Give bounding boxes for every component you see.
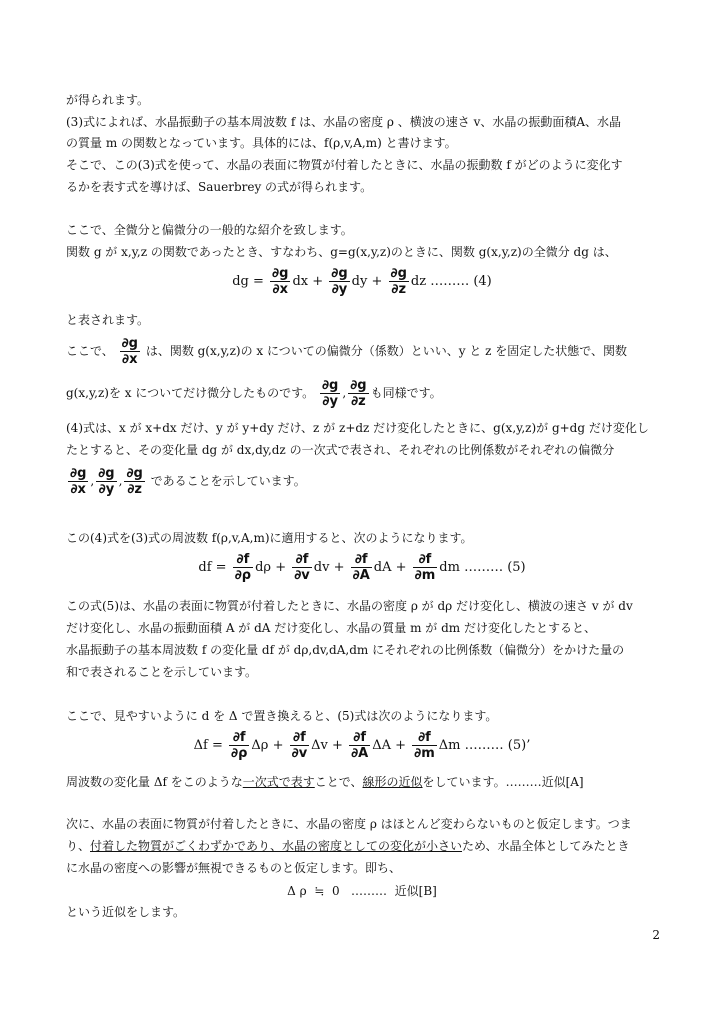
text-line: 次に、水晶の表面に物質が付着したときに、水晶の密度 ρ はほとんど変わらないものと仮定します。つま (66, 817, 632, 831)
fraction: $\frac{\partial f}{\partial\rho}$ (234, 552, 252, 583)
text-line: (3)式によれば、水晶振動子の基本周波数 f は、水晶の密度 ρ 、横波の速さ v、水晶の振動面積A、水晶 (66, 115, 622, 129)
approximation-b: Δ ρ ≒ 0 ……… 近似[B] (287, 884, 437, 898)
text-line: この(4)式を(3)式の周波数 f(ρ,v,A,m)に適用すると、次のようになります。 (66, 531, 473, 545)
fraction: $\frac{\partial g}{\partial y}$ (331, 266, 348, 297)
fraction: $\frac{\partial g}{\partial z}$ (126, 466, 143, 497)
underlined-text: 一次式で表す (242, 775, 315, 789)
equation-5: df = $\frac{\partial f}{\partial\rho}$ dρ + $\frac{\partial f}{\partial v}$ dv + $\frac{\partial f}{\partial A}$ dA + $\frac{\partial f}{\partial m}$ dm ……… (5) (198, 552, 526, 583)
fraction: $\frac{\partial f}{\partial A}$ (351, 730, 369, 761)
text-line: この式(5)は、水晶の表面に物質が付着したときに、水晶の密度 ρ が dρ だけ変化し、横波の速さ v が dv (66, 599, 633, 613)
text-line: るかを表す式を導けば、Sauerbrey の式が得られます。 (66, 180, 373, 194)
text-line: そこで、この(3)式を使って、水晶の表面に物質が付着したときに、水晶の振動数 f がどのように変化す (66, 158, 623, 172)
fraction: $\frac{\partial g}{\partial y}$ (321, 378, 339, 409)
text-line: 関数 g が x,y,z の関数であったとき、すなわち、g=g(x,y,z)のときに、関数 g(x,y,z)の全微分 dg は、 (66, 245, 617, 259)
fraction: $\frac{\partial g}{\partial x}$ (70, 466, 87, 497)
fraction: $\frac{\partial g}{\partial x}$ (272, 266, 289, 297)
text-line: ここで、 $\frac{\partial g}{\partial x}$ は、関数 g(x,y,z)の x についての偏微分（係数）といい、y と z を固定した状態で、関数 (66, 336, 628, 367)
text-line: 和で表されることを示しています。 (66, 665, 258, 679)
text-line: g(x,y,z)を x についてだけ微分したものです。 $\frac{\partial g}{\partial y}$ , $\frac{\partial g}{\partial z}$ も同様です。 (66, 378, 442, 409)
underlined-text: 付着した物質がごくわずかであり、水晶の密度としての変化が小さい (90, 839, 463, 853)
text-line: 周波数の変化量 Δf をこのような一次式で表すことで、線形の近似をしています。………近似[A] (66, 775, 584, 789)
fraction: $\frac{\partial f}{\partial\rho}$ (231, 730, 248, 761)
text-line: (4)式は、x が x+dx だけ、y が y+dy だけ、z が z+dz だけ変化したときに、g(x,y,z)が g+dg だけ変化し (66, 421, 649, 435)
text-line: り、付着した物質がごくわずかであり、水晶の密度としての変化が小さいため、水晶全体としてみたとき (66, 839, 630, 853)
equation-4: dg = $\frac{\partial g}{\partial x}$ dx + $\frac{\partial g}{\partial y}$ dy + $\frac{\partial g}{\partial z}$ dz ……… (4) (232, 266, 492, 297)
text-line: 水晶振動子の基本周波数 f の変化量 df が dρ,dv,dA,dm にそれぞれの比例係数（偏微分）をかけた量の (66, 643, 625, 657)
text-line: という近似をします。 (66, 905, 186, 919)
text-line: $\frac{\partial g}{\partial x}$ , $\frac{\partial g}{\partial y}$ , $\frac{\partial g}{\partial z}$ であることを示しています。 (70, 466, 306, 497)
fraction: $\frac{\partial g}{\partial z}$ (390, 266, 407, 297)
text-line: に水晶の密度への影響が無視できるものと仮定します。即ち、 (66, 861, 402, 875)
fraction: $\frac{\partial g}{\partial z}$ (350, 378, 367, 409)
fraction: $\frac{\partial g}{\partial x}$ (121, 336, 138, 367)
text-line: だけ変化し、水晶の振動面積 A が dA だけ変化し、水晶の質量 m が dm だけ変化したとすると、 (66, 621, 596, 635)
fraction: $\frac{\partial f}{\partial v}$ (291, 730, 308, 761)
fraction: $\frac{\partial f}{\partial m}$ (414, 552, 436, 583)
text-line: の質量 m の関数となっています。具体的には、f(ρ,v,A,m) と書けます。 (66, 136, 457, 150)
text-line: たとすると、その変化量 dg が dx,dy,dz の一次式で表され、それぞれの比例係数がそれぞれの偏微分 (66, 443, 615, 457)
equation-5-prime: Δf = $\frac{\partial f}{\partial\rho}$ Δρ + $\frac{\partial f}{\partial v}$ Δv + $\frac{\partial f}{\partial A}$ ΔA + $\frac{\partial f}{\partial m}$ Δm ……… (5)’ (193, 730, 531, 761)
fraction: $\frac{\partial f}{\partial m}$ (414, 730, 435, 761)
text-line: と表されます。 (66, 313, 150, 327)
fraction: $\frac{\partial f}{\partial v}$ (294, 552, 310, 583)
fraction: $\frac{\partial f}{\partial A}$ (352, 552, 370, 583)
text-line: が得られます。 (66, 93, 150, 107)
page-number: 2 (652, 928, 660, 942)
text-line: ここで、見やすいように d を Δ で置き換えると、(5)式は次のようになります。 (66, 709, 498, 723)
text-line: ここで、全微分と偏微分の一般的な紹介を致します。 (66, 223, 353, 237)
fraction: $\frac{\partial g}{\partial y}$ (98, 466, 115, 497)
underlined-text: 線形の近似 (362, 775, 423, 789)
